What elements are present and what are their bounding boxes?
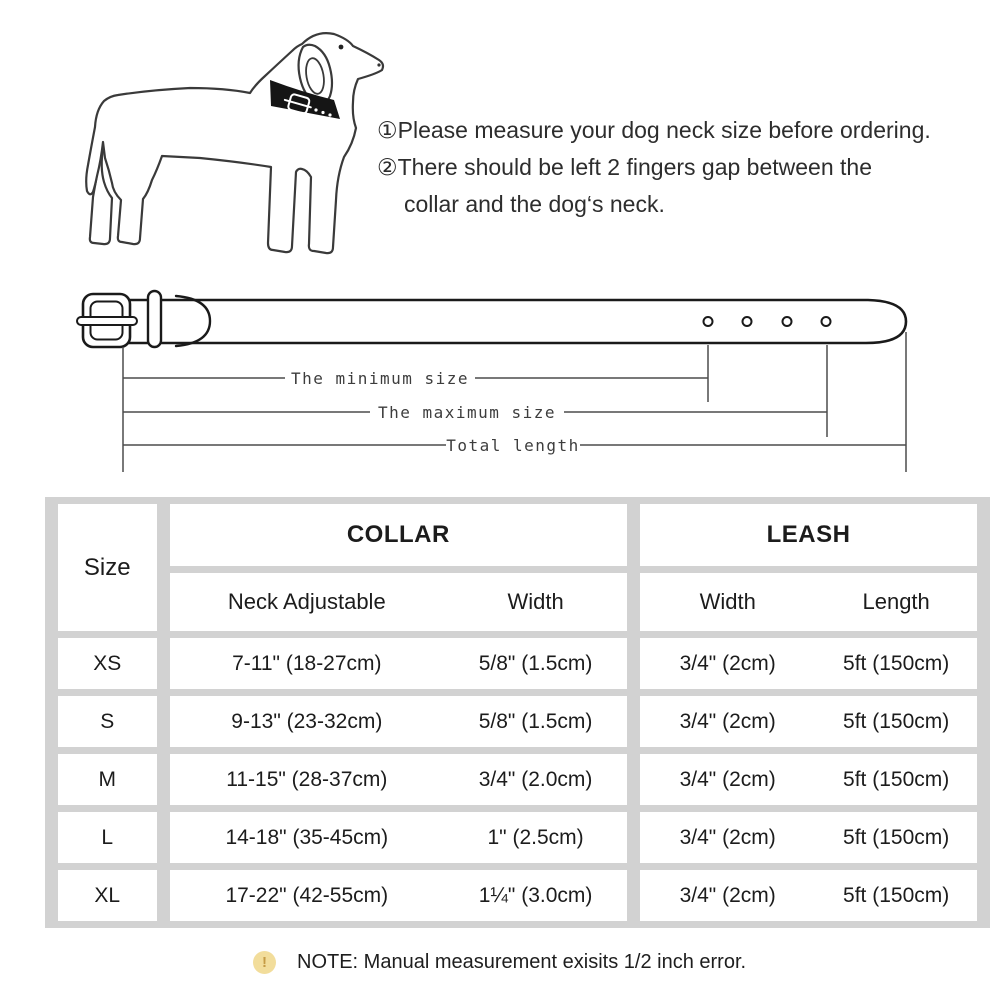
leash-length-value: 5ft (150cm): [843, 767, 950, 791]
leash-length-value: 5ft (150cm): [843, 651, 950, 675]
size-value: XL: [58, 870, 157, 921]
leash-width-value: 3/4" (2cm): [679, 709, 776, 733]
belt-hole: [743, 317, 752, 326]
leash-length-header: Length: [862, 589, 930, 614]
size-value: L: [58, 812, 157, 863]
table-row-l: [58, 812, 977, 863]
leash-width-header: Width: [699, 589, 756, 614]
neck-adjustable-value: 9-13" (23-32cm): [231, 709, 383, 733]
neck-adjustable-header: Neck Adjustable: [227, 589, 386, 614]
size-value: S: [58, 696, 157, 747]
neck-adjustable-value: 14-18" (35-45cm): [225, 825, 389, 849]
size-value: XS: [58, 638, 157, 689]
dog-body: [86, 33, 383, 253]
collar-width-value: 5/8" (1.5cm): [478, 651, 593, 675]
leash-subheaders: [640, 573, 977, 631]
dog-nose: [377, 63, 380, 66]
collar-width-value: 5/8" (1.5cm): [478, 709, 593, 733]
collar-width-value: 3/4" (2.0cm): [478, 767, 593, 791]
exclamation-icon: !: [253, 951, 276, 974]
instruction-line-2: ②There should be left 2 fingers gap between the: [377, 154, 872, 180]
leash-width-value: 3/4" (2cm): [679, 651, 776, 675]
collar-width-header: Width: [507, 589, 564, 614]
collar-group-header: COLLAR: [170, 504, 628, 566]
leash-length-value: 5ft (150cm): [843, 709, 950, 733]
collar-belt-drawing: [77, 291, 906, 347]
collar-width-value: 1" (2.5cm): [487, 825, 584, 849]
table-row-xl: [58, 870, 977, 921]
minimum-size-label: The minimum size: [290, 369, 470, 388]
total-length-label: Total length: [446, 436, 580, 455]
neck-adjustable-value: 11-15" (28-37cm): [226, 767, 388, 791]
belt-hole: [783, 317, 792, 326]
belt-hole: [822, 317, 831, 326]
note-text: NOTE: Manual measurement exisits 1/2 inch error.: [297, 951, 747, 973]
leash-width-value: 3/4" (2cm): [679, 767, 776, 791]
dog-eye: [339, 45, 344, 50]
table-row-s: [58, 696, 977, 747]
maximum-size-label: The maximum size: [377, 403, 557, 422]
neck-adjustable-value: 7-11" (18-27cm): [232, 651, 382, 675]
instruction-line-3: collar and the dog‘s neck.: [404, 191, 665, 217]
measurement-note: [253, 951, 746, 974]
belt-keeper-loop: [148, 291, 161, 347]
dog-illustration: [86, 33, 383, 253]
size-value: M: [58, 754, 157, 805]
size-chart-table: [45, 497, 990, 928]
belt-hole: [704, 317, 713, 326]
leash-group-header: LEASH: [640, 504, 977, 566]
instruction-line-1: ①Please measure your dog neck size before ordering.: [377, 117, 931, 143]
table-row-m: [58, 754, 977, 805]
leash-width-value: 3/4" (2cm): [679, 825, 776, 849]
leash-width-value: 3/4" (2cm): [679, 883, 776, 907]
leash-length-value: 5ft (150cm): [843, 825, 950, 849]
diagram-canvas: [0, 0, 1000, 492]
table-row-xs: [58, 638, 977, 689]
collar-width-value: 1¼" (3.0cm): [478, 883, 593, 907]
size-column-header: Size: [58, 504, 157, 631]
collar-subheaders: [170, 573, 628, 631]
leash-length-value: 5ft (150cm): [843, 883, 950, 907]
neck-adjustable-value: 17-22" (42-55cm): [225, 883, 389, 907]
buckle-prong: [77, 317, 137, 325]
measuring-instructions: [377, 112, 931, 223]
